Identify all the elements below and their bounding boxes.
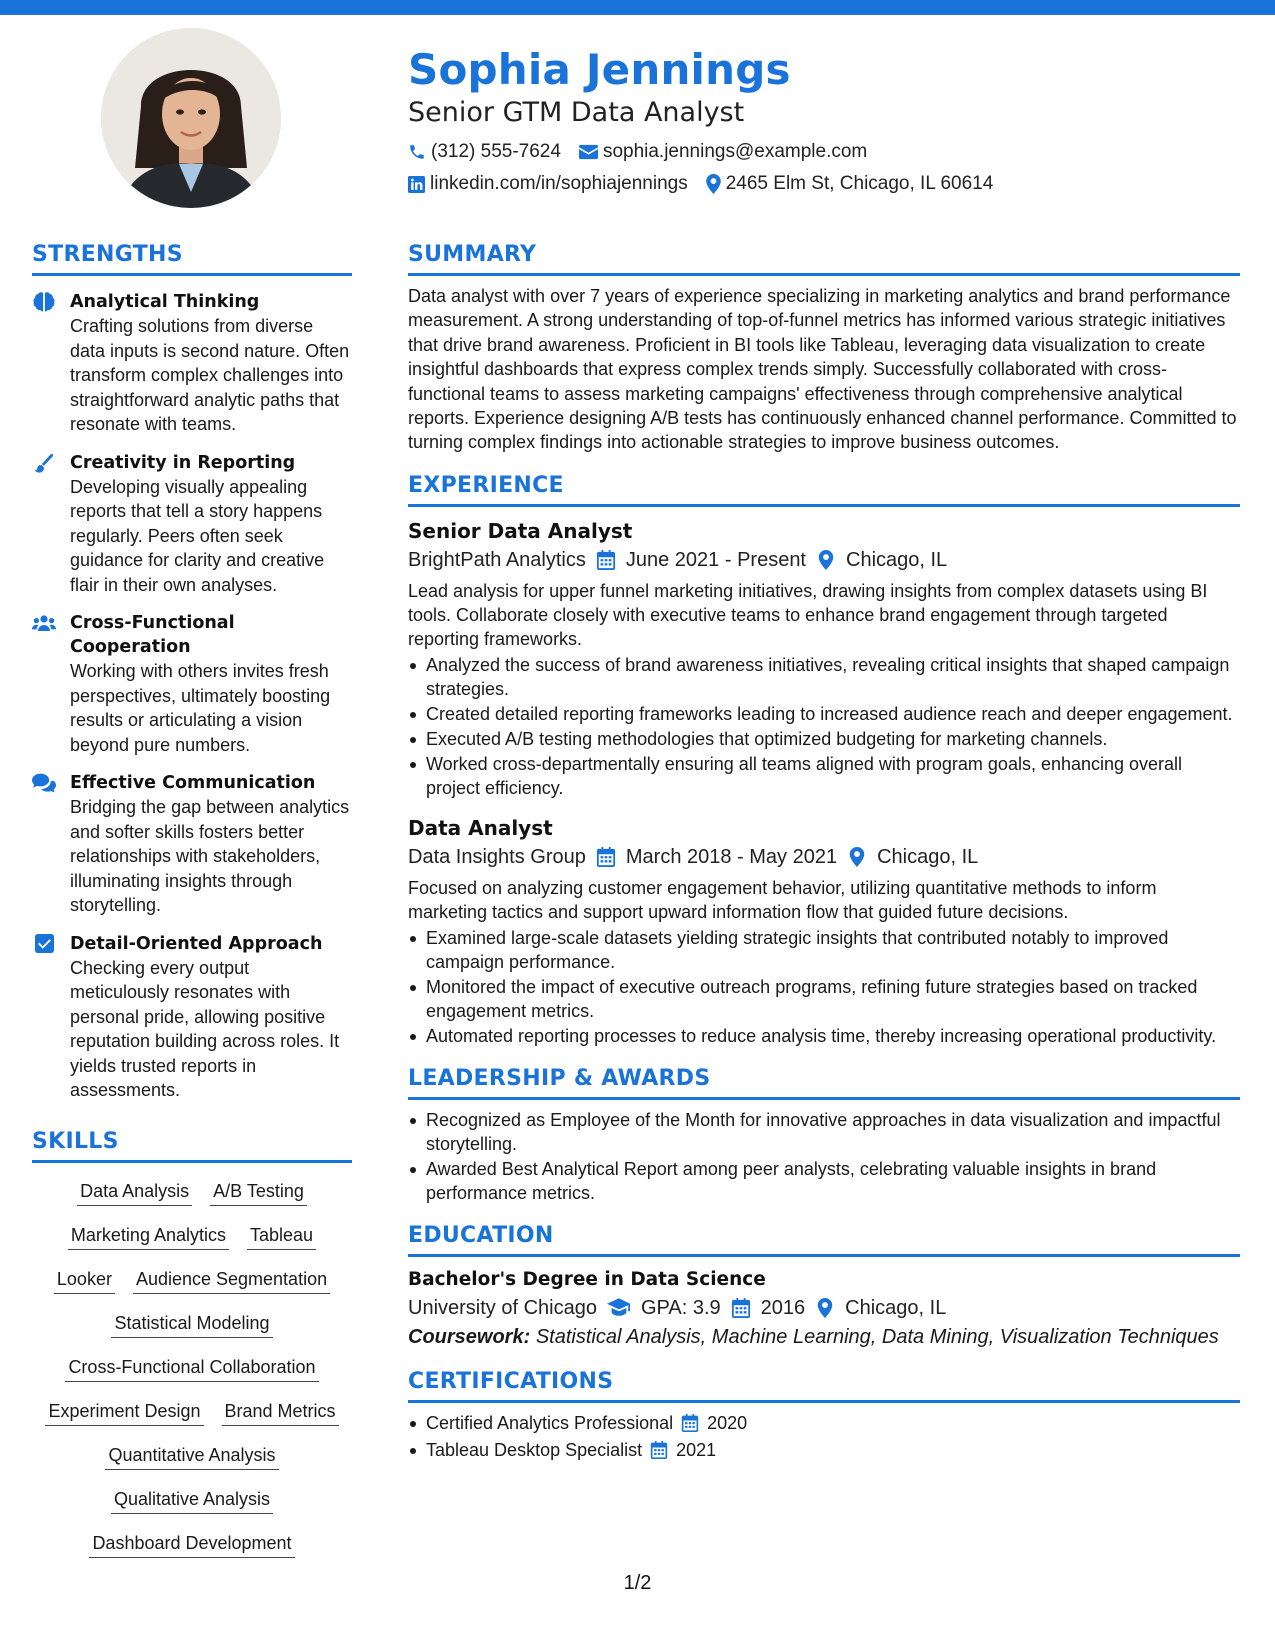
coursework-label: Coursework:: [408, 1325, 531, 1348]
skills-list: [32, 1179, 352, 1558]
bullet-item: Automated reporting processes to reduce analysis time, thereby increasing operational productivity.: [408, 1024, 1240, 1048]
phone-contact[interactable]: [408, 140, 561, 164]
job-location: Chicago, IL: [877, 845, 979, 868]
candidate-title: Senior GTM Data Analyst: [408, 97, 745, 128]
strength-title: Effective Communication: [70, 773, 316, 793]
strength-description: Working with others invites fresh perspectives, ultimately boosting results or articulating a vision beyond pure numbers.: [70, 661, 331, 755]
strength-title: Creativity in Reporting: [70, 452, 296, 473]
linkedin-icon: [408, 176, 425, 193]
calendar-icon: [681, 1414, 699, 1432]
summary-text: Data analyst with over 7 years of experience specializing in marketing analytics and brand performance measurement. A strong understanding of top-of-funnel metrics has informed various strategic initiatives that drive brand awareness. Proficient in BI tools like Tableau, leveraging data visualization to create insightful dashboards that express complex trends simply. Successfully collaborated with cross-functional teams to assess marketing campaigns' effectiveness through comprehensive analytical reports. Experience designing A/B tests has continuously enhanced channel performance. Committed to turning complex findings into actionable strategies to improve business outcomes.: [408, 286, 1237, 453]
company-name: Data Insights Group: [408, 845, 586, 868]
certifications-heading: CERTIFICATIONS: [408, 1367, 1240, 1403]
contact-row-2: [408, 172, 1238, 196]
company-name: BrightPath Analytics: [408, 548, 586, 571]
job-description: Lead analysis for upper funnel marketing initiatives, drawing insights from complex datasets using BI tools. Collaborate closely with executive teams to enhance brand engagement through targeted reporting frameworks.: [408, 580, 1208, 649]
education-heading: EDUCATION: [408, 1221, 1240, 1257]
skill-tag: Qualitative Analysis: [111, 1487, 273, 1514]
job-dates: March 2018 - May 2021: [625, 845, 838, 868]
top-accent-bar: [0, 0, 1275, 15]
calendar-icon: [650, 1441, 668, 1459]
linkedin-contact[interactable]: [408, 172, 688, 196]
strength-item: [32, 451, 352, 598]
bullet-item: Monitored the impact of executive outreach programs, refining future strategies based on tracked engagement metrics.: [408, 975, 1240, 1023]
leadership-section: [408, 1064, 1240, 1205]
bullet-item: Analyzed the success of brand awareness initiatives, revealing critical insights that shaped campaign strategies.: [408, 653, 1240, 701]
skill-tag: Quantitative Analysis: [105, 1443, 278, 1470]
candidate-name: Sophia Jennings: [408, 45, 791, 94]
address-contact: [706, 172, 994, 196]
email-text: sophia.jennings@example.com: [602, 141, 868, 162]
certification-item: [408, 1438, 1240, 1462]
job-description: Focused on analyzing customer engagement behavior, utilizing quantitative methods to inform marketing tactics and support upward information flow that guided future decisions.: [408, 877, 1157, 922]
school-name: University of Chicago: [408, 1296, 597, 1319]
linkedin-text: linkedin.com/in/sophiajennings: [430, 173, 688, 194]
resume-header: [408, 42, 1238, 196]
education-section: [408, 1221, 1240, 1351]
certification-item: [408, 1411, 1240, 1435]
leadership-heading: LEADERSHIP & AWARDS: [408, 1064, 1240, 1100]
skill-tag: Brand Metrics: [222, 1399, 339, 1426]
strengths-heading: STRENGTHS: [32, 240, 352, 276]
certifications-section: [408, 1367, 1240, 1462]
bullet-item: Examined large-scale datasets yielding strategic insights that contributed notably to improved campaign performance.: [408, 926, 1240, 974]
gpa-text: GPA: 3.9: [640, 1296, 721, 1319]
certification-name: Certified Analytics Professional: [426, 1412, 674, 1433]
strength-item: [32, 771, 352, 918]
coursework-list: Statistical Analysis, Machine Learning, Data Mining, Visualization Techniques: [535, 1325, 1219, 1348]
envelope-icon: [579, 144, 598, 160]
address-text: 2465 Elm St, Chicago, IL 60614: [725, 173, 994, 194]
certification-name: Tableau Desktop Specialist: [426, 1439, 643, 1460]
map-pin-icon: [706, 174, 721, 194]
strength-description: Checking every output meticulously resonates with personal pride, allowing positive reputation building across roles. It yields trusted reports in assessments.: [70, 957, 340, 1100]
job-meta: [408, 545, 1240, 575]
bullet-item: Created detailed reporting frameworks leading to increased audience reach and deeper engagement.: [408, 702, 1240, 726]
education-location: Chicago, IL: [845, 1296, 947, 1319]
brain-icon: [32, 290, 56, 314]
skills-section: [32, 1127, 352, 1558]
skill-tag: A/B Testing: [210, 1179, 307, 1206]
job-entry: [408, 814, 1240, 1048]
job-bullets: [408, 926, 1240, 1048]
skill-tag: Tableau: [247, 1223, 316, 1250]
certifications-list: [408, 1411, 1240, 1462]
bullet-item: Awarded Best Analytical Report among peer analysts, celebrating valuable insights in brand performance metrics.: [408, 1157, 1240, 1205]
job-title: Senior Data Analyst: [408, 518, 633, 543]
education-meta: [408, 1293, 1240, 1323]
strength-item: [32, 290, 352, 437]
strength-description: Crafting solutions from diverse data inputs is second nature. Often transform complex challenges into straightforward analytic paths that resonate with teams.: [70, 316, 350, 434]
skill-tag: Data Analysis: [77, 1179, 192, 1206]
bullet-item: Executed A/B testing methodologies that optimized budgeting for marketing channels.: [408, 727, 1240, 751]
paintbrush-icon: [32, 451, 56, 475]
summary-heading: SUMMARY: [408, 240, 1240, 276]
experience-heading: EXPERIENCE: [408, 471, 1240, 507]
skill-tag: Audience Segmentation: [133, 1267, 330, 1294]
calendar-icon: [596, 847, 616, 867]
skill-tag: Dashboard Development: [89, 1531, 294, 1558]
phone-icon: [408, 143, 426, 161]
left-column: [32, 240, 352, 1558]
page-number: 1/2: [623, 1572, 652, 1594]
skill-tag: Statistical Modeling: [111, 1311, 272, 1338]
certification-year: 2021: [676, 1439, 717, 1460]
job-bullets: [408, 653, 1240, 800]
skill-tag: Looker: [54, 1267, 115, 1294]
contact-row-1: [408, 140, 1238, 164]
summary-section: [408, 240, 1240, 455]
strength-title: Detail-Oriented Approach: [70, 933, 323, 954]
map-pin-icon: [816, 550, 836, 570]
calendar-icon: [731, 1298, 751, 1318]
people-group-icon: [32, 611, 56, 635]
bullet-item: Recognized as Employee of the Month for innovative approaches in data visualization and impactful storytelling.: [408, 1108, 1240, 1156]
job-dates: June 2021 - Present: [625, 548, 806, 571]
job-entry: [408, 517, 1240, 800]
strength-item: [32, 932, 352, 1103]
coursework-line: [408, 1323, 1240, 1351]
chat-bubbles-icon: [32, 771, 56, 795]
strength-description: Developing visually appealing reports that tell a story happens regularly. Peers often seek guidance for clarity and creative flair in their own analyses.: [70, 476, 325, 595]
strength-title: Cross-Functional Cooperation: [70, 613, 235, 657]
strength-description: Bridging the gap between analytics and softer skills fosters better relationships with stakeholders, illuminating insights through storytelling.: [70, 797, 350, 915]
email-contact[interactable]: [579, 140, 867, 164]
skill-tag: Experiment Design: [45, 1399, 203, 1426]
graduation-year: 2016: [760, 1296, 806, 1319]
map-pin-icon: [847, 847, 867, 867]
strength-item: [32, 611, 352, 757]
skill-tag: Cross-Functional Collaboration: [65, 1355, 318, 1382]
calendar-icon: [596, 550, 616, 570]
bullet-item: Worked cross-departmentally ensuring all teams aligned with program goals, enhancing overall project efficiency.: [408, 752, 1240, 800]
graduation-cap-icon: [607, 1298, 631, 1317]
job-title: Data Analyst: [408, 815, 553, 840]
experience-section: [408, 471, 1240, 1048]
job-location: Chicago, IL: [846, 548, 948, 571]
checkbox-icon: [32, 932, 56, 956]
skills-heading: SKILLS: [32, 1127, 352, 1163]
map-pin-icon: [815, 1298, 835, 1318]
job-meta: [408, 842, 1240, 872]
phone-text: (312) 555-7624: [431, 141, 561, 162]
certification-year: 2020: [707, 1412, 748, 1433]
right-column: [408, 240, 1240, 1463]
strength-title: Analytical Thinking: [70, 292, 260, 312]
degree-title: Bachelor's Degree in Data Science: [408, 1268, 766, 1290]
skill-tag: Marketing Analytics: [68, 1223, 229, 1250]
leadership-list: [408, 1108, 1240, 1205]
profile-photo: [101, 28, 281, 208]
